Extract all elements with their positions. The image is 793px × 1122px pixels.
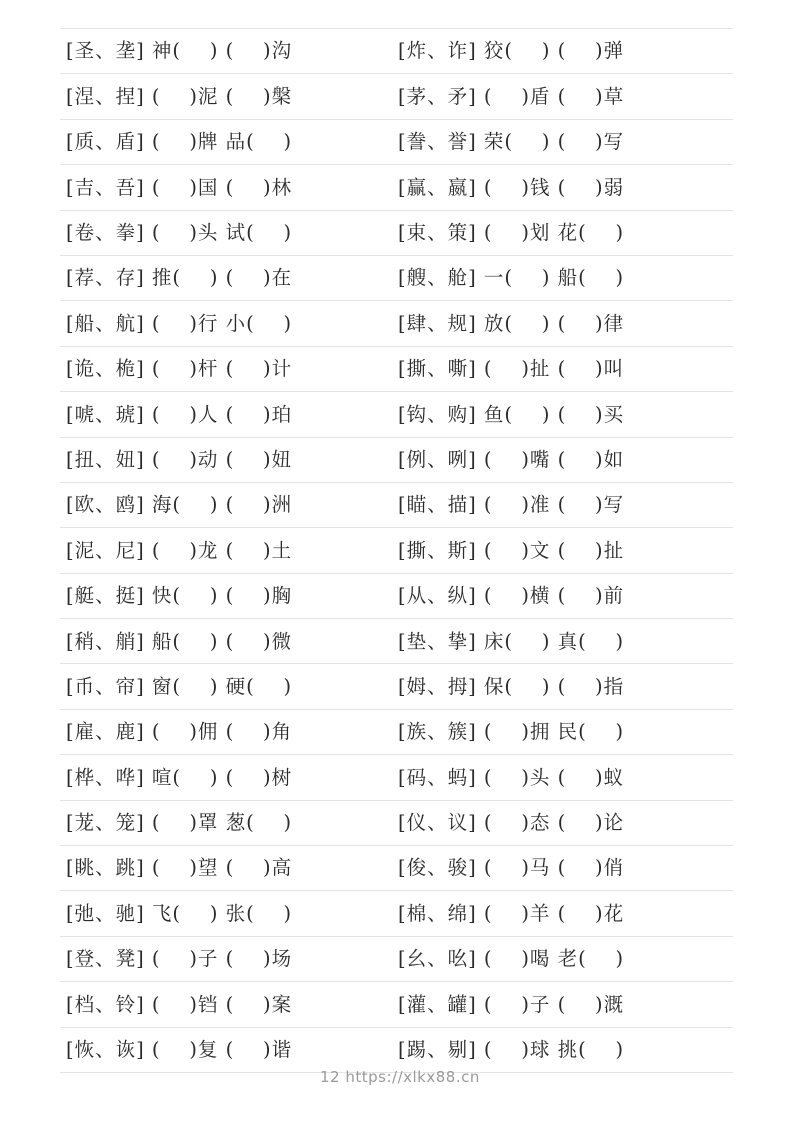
exercise-left: [诡、桅] ( )杆 ( )计 — [66, 357, 293, 381]
exercise-left: [眺、跳] ( )望 ( )高 — [66, 856, 293, 880]
page-watermark: 12 https://xlkx88.cn — [320, 1068, 480, 1086]
table-row — [60, 256, 733, 301]
exercise-right: [炸、诈] 狡( ) ( )弹 — [398, 39, 625, 63]
table-row — [60, 1028, 733, 1073]
exercise-left: [吉、吾] ( )国 ( )林 — [66, 175, 293, 199]
exercise-left: [船、航] ( )行 小( ) — [66, 311, 293, 335]
exercise-left: [桦、哗] 喧( ) ( )树 — [66, 765, 293, 789]
exercise-left: [涅、捏] ( )泥 ( )槃 — [66, 84, 293, 108]
table-row — [60, 29, 733, 74]
table-row — [60, 801, 733, 846]
table-row — [60, 301, 733, 346]
exercise-right: [幺、吆] ( )喝 老( ) — [398, 947, 625, 971]
exercise-left: [登、凳] ( )子 ( )场 — [66, 947, 293, 971]
table-row — [60, 619, 733, 664]
exercise-right: [棉、绵] ( )羊 ( )花 — [398, 901, 625, 925]
exercise-right: [撕、嘶] ( )扯 ( )叫 — [398, 357, 625, 381]
table-row — [60, 664, 733, 709]
exercise-left: [茏、笼] ( )罩 葱( ) — [66, 811, 293, 835]
table-row — [60, 755, 733, 800]
exercise-left: [艇、挺] 快( ) ( )胸 — [66, 584, 293, 608]
exercise-right: [束、策] ( )划 花( ) — [398, 221, 625, 244]
exercise-left: [荐、存] 推( ) ( )在 — [66, 266, 293, 290]
exercise-left: [恢、诙] ( )复 ( )谐 — [66, 1038, 293, 1062]
table-row — [60, 438, 733, 483]
table-row — [60, 891, 733, 936]
table-row — [60, 982, 733, 1027]
exercise-right: [码、蚂] ( )头 ( )蚁 — [398, 765, 625, 789]
exercise-right: [瞄、描] ( )准 ( )写 — [398, 493, 625, 517]
table-row — [60, 74, 733, 119]
exercise-right: [踢、剔] ( )球 挑( ) — [398, 1038, 625, 1062]
table-row — [60, 483, 733, 528]
exercise-right: [例、咧] ( )嘴 ( )如 — [398, 447, 625, 471]
exercise-left: [扭、妞] ( )动 ( )妞 — [66, 447, 293, 471]
exercise-left: [档、铃] ( )铛 ( )案 — [66, 992, 293, 1016]
table-row — [60, 846, 733, 891]
worksheet-table — [60, 28, 733, 1073]
exercise-left: [圣、垄] 神( ) ( )沟 — [66, 39, 293, 63]
exercise-right: [仪、议] ( )态 ( )论 — [398, 811, 625, 835]
table-row — [60, 392, 733, 437]
exercise-right: [钩、购] 鱼( ) ( )买 — [398, 402, 625, 426]
exercise-right: [族、簇] ( )拥 民( ) — [398, 720, 625, 744]
table-row — [60, 120, 733, 165]
exercise-right: [誊、誉] 荣( ) ( )写 — [398, 130, 625, 154]
table-row — [60, 165, 733, 210]
exercise-left: [卷、拳] ( )头 试( ) — [66, 221, 293, 244]
exercise-left: [稍、艄] 船( ) ( )微 — [66, 629, 293, 653]
table-row — [60, 710, 733, 755]
exercise-right: [肆、规] 放( ) ( )律 — [398, 311, 625, 335]
exercise-right: [从、纵] ( )横 ( )前 — [398, 584, 625, 608]
exercise-left: [泥、尼] ( )龙 ( )土 — [66, 538, 293, 562]
table-row — [60, 211, 733, 256]
exercise-right: [俊、骏] ( )马 ( )俏 — [398, 856, 625, 880]
exercise-right: [垫、挚] 床( ) 真( ) — [398, 629, 625, 653]
exercise-left: [币、帘] 窗( ) 硬( ) — [66, 674, 293, 698]
exercise-left: [弛、驰] 飞( ) 张( ) — [66, 901, 293, 925]
exercise-left: [质、盾] ( )牌 品( ) — [66, 130, 293, 154]
exercise-left: [唬、琥] ( )人 ( )珀 — [66, 402, 293, 426]
exercise-right: [茅、矛] ( )盾 ( )草 — [398, 84, 625, 108]
table-row — [60, 574, 733, 619]
exercise-right: [灌、罐] ( )子 ( )溉 — [398, 992, 625, 1016]
exercise-right: [撕、斯] ( )文 ( )扯 — [398, 538, 625, 562]
table-row — [60, 347, 733, 392]
exercise-right: [艘、舱] 一( ) 船( ) — [398, 266, 625, 290]
exercise-left: [雇、鹿] ( )佣 ( )角 — [66, 720, 293, 744]
exercise-right: [姆、拇] 保( ) ( )指 — [398, 674, 625, 698]
table-row — [60, 528, 733, 573]
table-row — [60, 937, 733, 982]
exercise-right: [赢、嬴] ( )钱 ( )弱 — [398, 175, 625, 199]
exercise-left: [欧、鸥] 海( ) ( )洲 — [66, 493, 293, 517]
